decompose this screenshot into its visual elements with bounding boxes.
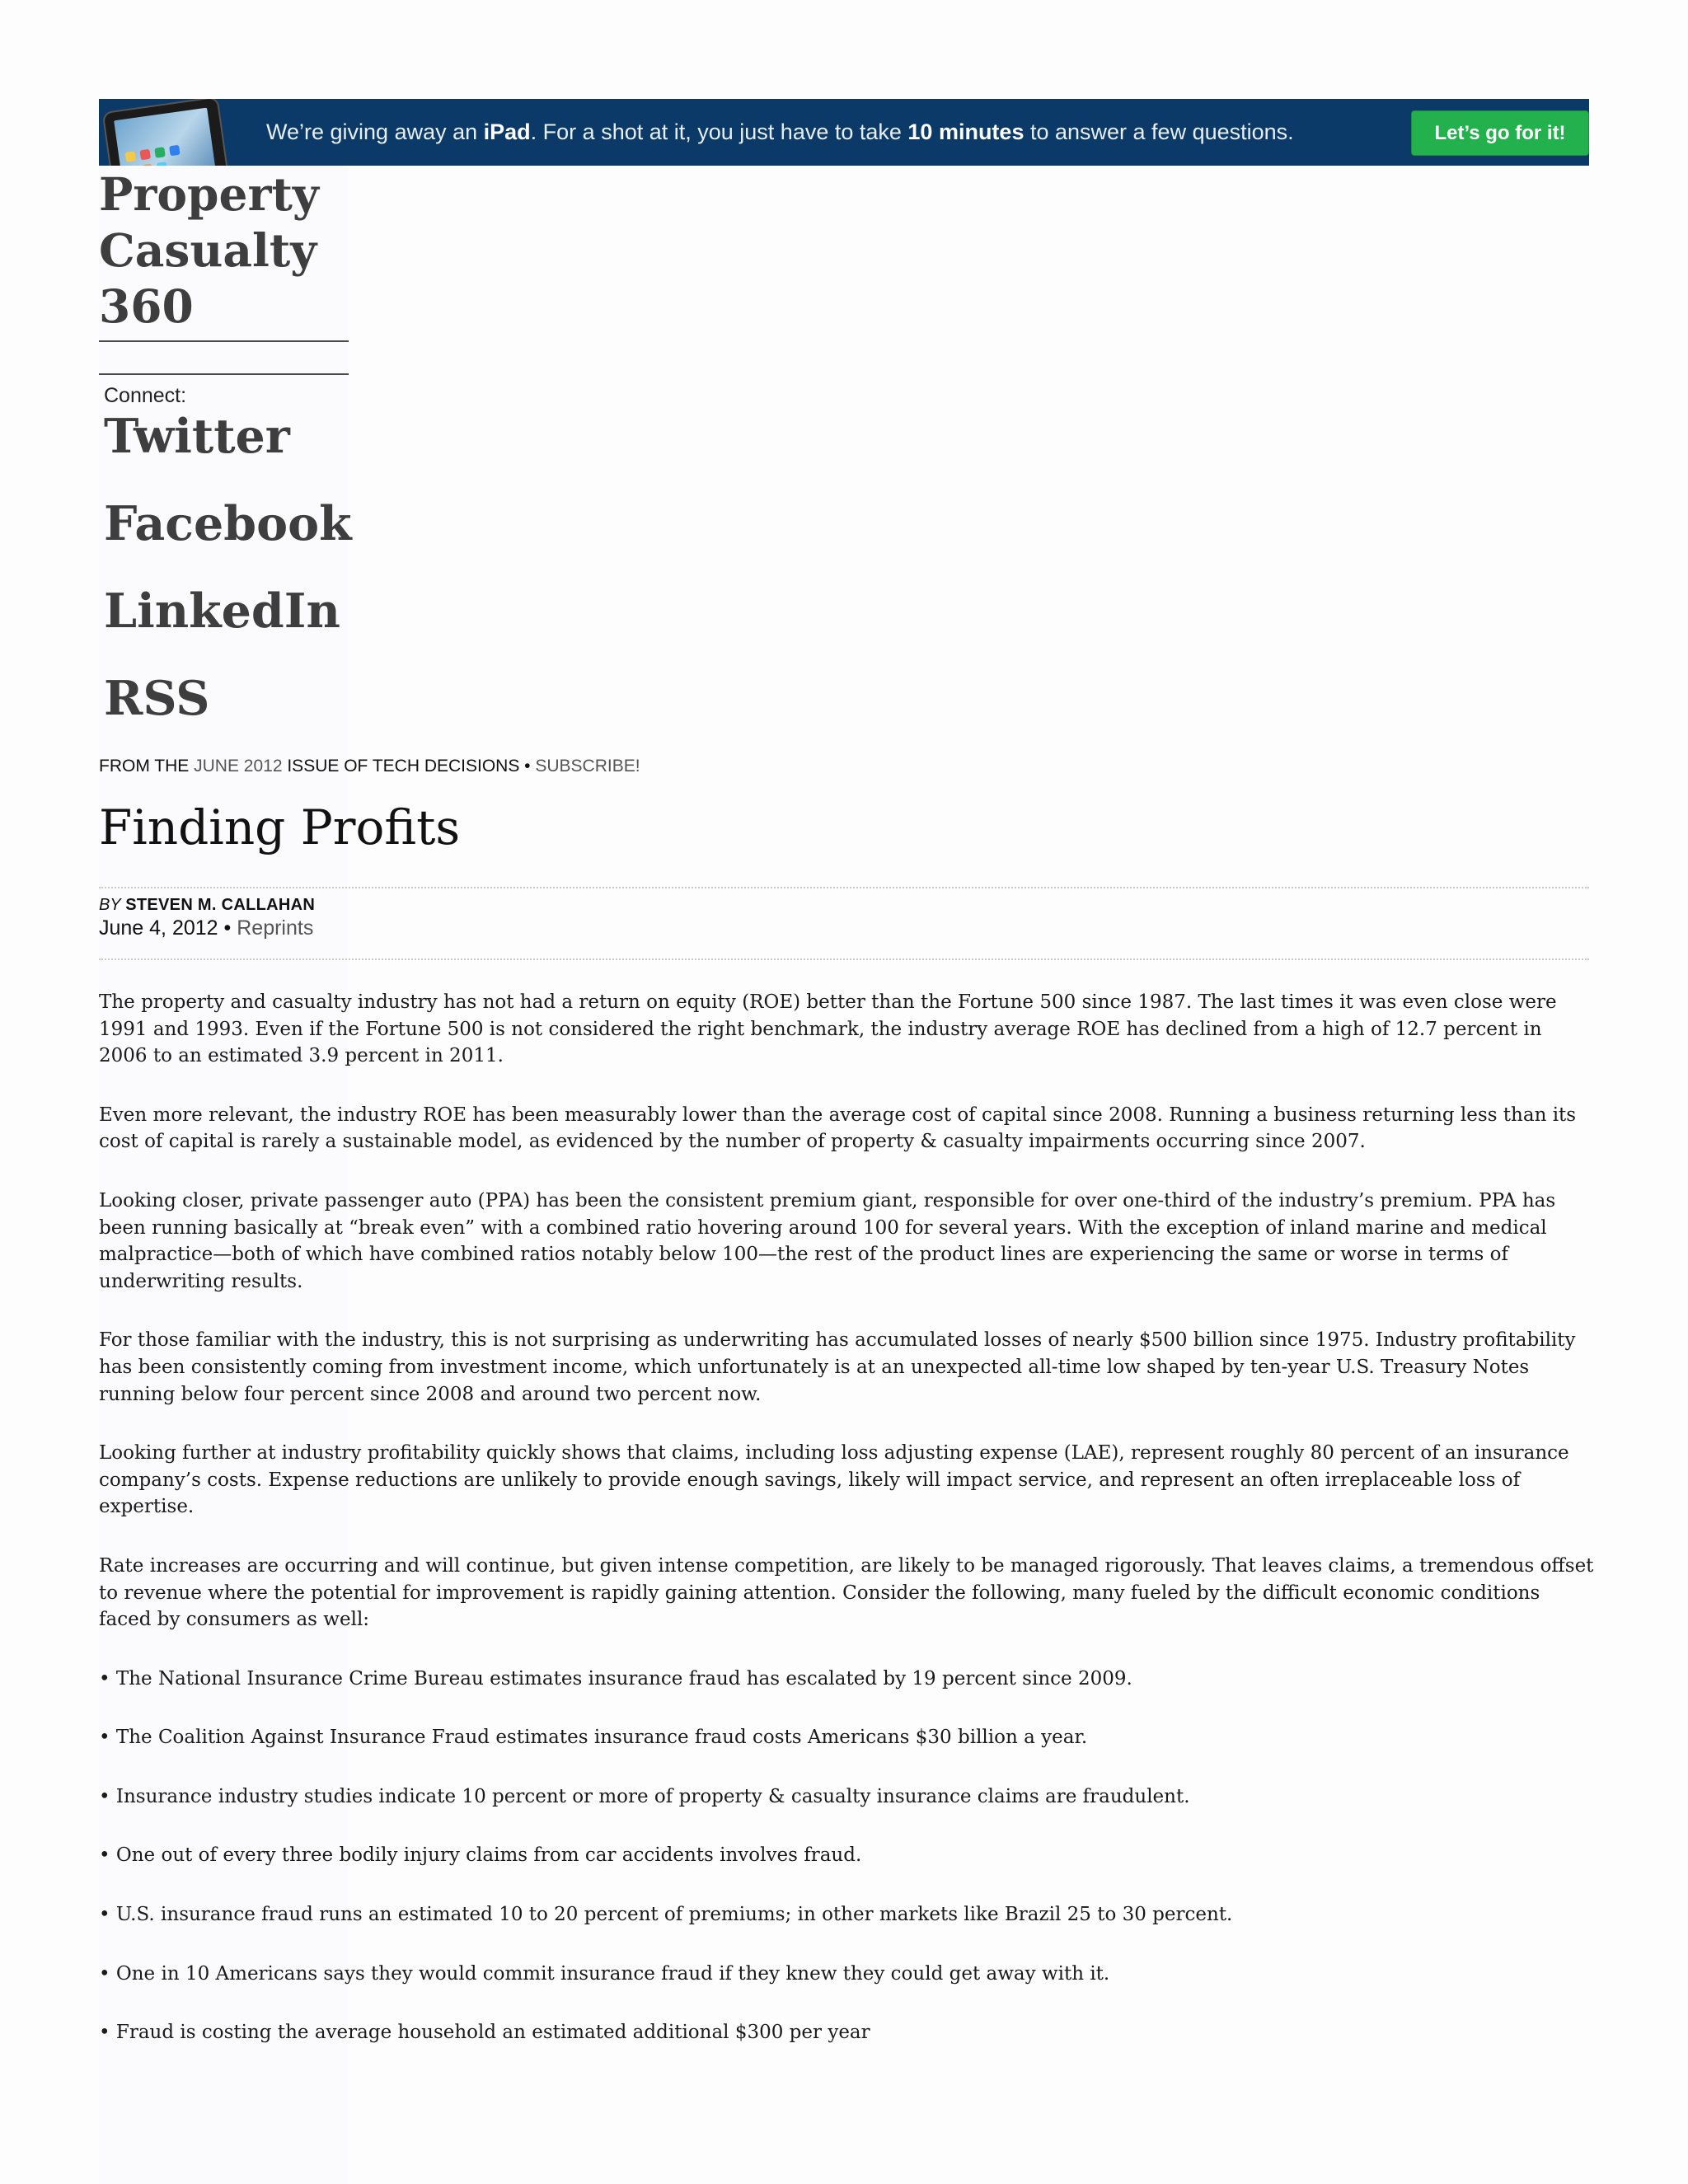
twitter-link[interactable]: Twitter: [104, 409, 290, 464]
article-paragraph: Looking further at industry profitability quickly shows that claims, including loss adjusting expense (LAE), represent roughly 80 percent of an insurance company’s costs. Expense reductions are unlikely to provide enough savings, likely will impact service, and represent an often irreplaceable loss of expertise.: [99, 1442, 1569, 1518]
article-paragraph: Even more relevant, the industry ROE has been measurably lower than the average cost of capital since 2008. Running a business returning less than its cost of capital is rarely a sustainable model, as evidenced by the number of property & casualty impairments occurring since 2007.: [99, 1104, 1577, 1153]
bullet-item: • One in 10 Americans says they would commit insurance fraud if they knew they could get away with it.: [99, 1962, 1110, 1985]
reprints-link[interactable]: Reprints: [237, 916, 314, 940]
promo-text: [266, 99, 1294, 166]
issue-prefix: FROM THE: [99, 757, 195, 776]
issue-line: [99, 757, 640, 776]
site-title-line-2: Casualty: [99, 223, 317, 277]
article-paragraph: Rate increases are occurring and will continue, but given intense competition, are likely to be managed rigorously. That leaves claims, a tremendous offset to revenue where the potential for improvement is rapidly gaining attention. Consider the following, many fueled by the difficult economic conditions faced by consumers as well:: [99, 1554, 1594, 1631]
issue-date-link[interactable]: JUNE 2012: [194, 757, 283, 776]
sidebar-divider-bottom: [99, 373, 349, 375]
promo-text-minutes: 10 minutes: [907, 120, 1025, 144]
site-title-line-1: Property: [99, 167, 319, 221]
subscribe-link[interactable]: SUBSCRIBE!: [535, 757, 640, 776]
promo-text-mid: . For a shot at it, you just have to take: [530, 120, 908, 144]
byline: [99, 896, 315, 915]
publish-date: June 4, 2012: [99, 916, 218, 940]
issue-middle: ISSUE OF TECH DECISIONS •: [282, 757, 536, 776]
date-separator: •: [218, 916, 237, 940]
bullet-item: • The Coalition Against Insurance Fraud estimates insurance fraud costs Americans $30 billion a year.: [99, 1727, 1088, 1749]
bullet-item: • Fraud is costing the average household an estimated additional $300 per year: [99, 2022, 870, 2044]
bullet-item: • U.S. insurance fraud runs an estimated 10 to 20 percent of premiums; in other markets like Brazil 25 to 30 percent.: [99, 1904, 1233, 1926]
promo-text-post: to answer a few questions.: [1024, 120, 1294, 144]
promo-banner[interactable]: [99, 99, 1589, 166]
dateline: [99, 916, 313, 940]
byline-divider-top: [99, 887, 1589, 888]
by-label: BY: [99, 896, 121, 914]
promo-cta-button[interactable]: Let’s go for it!: [1411, 110, 1589, 156]
article-paragraph: The property and casualty industry has not had a return on equity (ROE) better than the Fortune 500 since 1987. The last times it was even close were 1991 and 1993. Even if the Fortune 500 is not considered the right benchmark, the industry average ROE has declined from a high of 12.7 percent in 2006 to an estimated 3.9 percent in 2011.: [99, 991, 1557, 1067]
promo-text-ipad: iPad: [483, 120, 531, 144]
article-paragraph: For those familiar with the industry, this is not surprising as underwriting has accumulated losses of nearly $500 billion since 1975. Industry profitability has been consistently coming from investment income, which unfortunately is at an unexpected all-time low shaped by ten-year U.S. Treasury Notes running below four percent since 2008 and around two percent now.: [99, 1329, 1576, 1405]
rss-link[interactable]: RSS: [104, 671, 210, 726]
sidebar-divider-top: [99, 340, 349, 342]
author-name[interactable]: STEVEN M. CALLAHAN: [125, 896, 316, 914]
linkedin-link[interactable]: LinkedIn: [104, 583, 340, 639]
article-title: Finding Profits: [99, 799, 461, 855]
facebook-link[interactable]: Facebook: [104, 496, 352, 551]
site-title-line-3: 360: [99, 279, 194, 333]
promo-text-pre: We’re giving away an: [266, 120, 484, 144]
bullet-item: • Insurance industry studies indicate 10 percent or more of property & casualty insurance claims are fraudulent.: [99, 1785, 1190, 1807]
byline-divider-bottom: [99, 958, 1589, 960]
ipad-image: [104, 99, 227, 166]
bullet-item: • The National Insurance Crime Bureau estimates insurance fraud has escalated by 19 percent since 2009.: [99, 1667, 1132, 1690]
bullet-item: • One out of every three bodily injury claims from car accidents involves fraud.: [99, 1844, 862, 1867]
connect-label: Connect:: [104, 384, 187, 407]
site-logo-title[interactable]: [99, 166, 346, 335]
ipad-screen: [114, 108, 216, 166]
article-body: [99, 989, 1595, 2079]
article-paragraph: Looking closer, private passenger auto (PPA) has been the consistent premium giant, responsible for over one-third of the industry’s premium. PPA has been running basically at “break even” with a combined ratio hovering around 100 for several years. With the exception of inland marine and medical malpractice—both of which have combined ratios notably below 100—the rest of the product lines are experiencing the same or worse in terms of underwriting results.: [99, 1189, 1556, 1292]
